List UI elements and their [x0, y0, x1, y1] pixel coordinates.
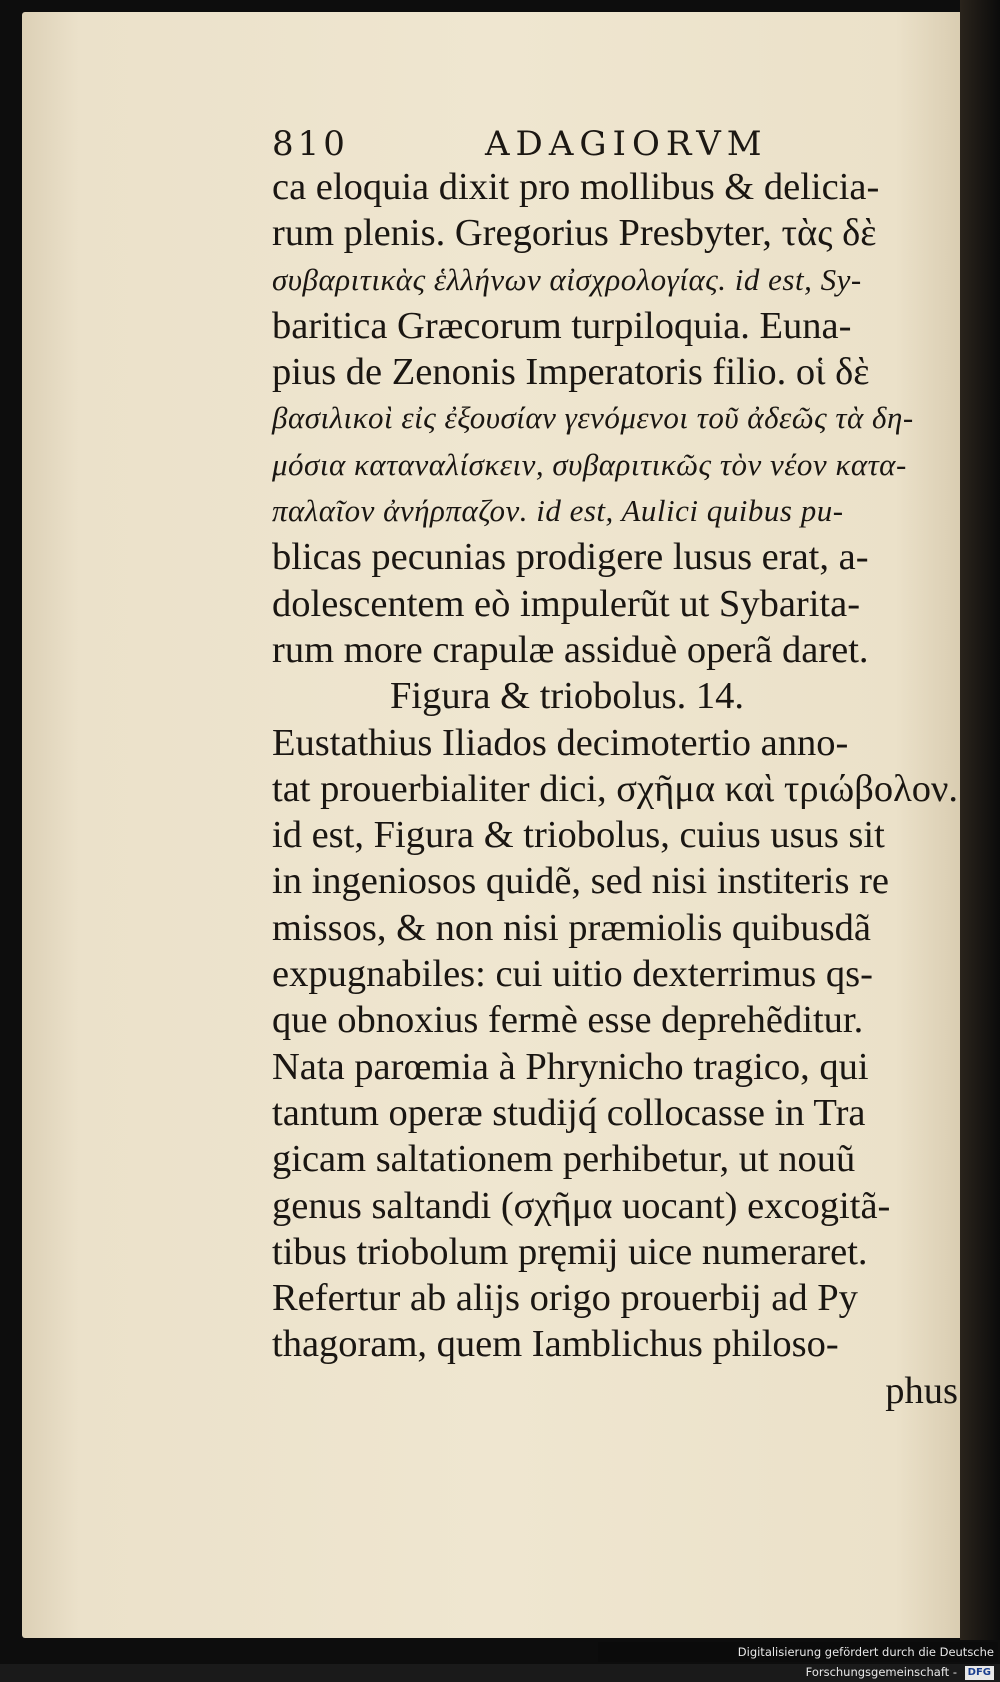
running-title: ADAGIORVM	[485, 124, 768, 164]
text-line: baritica Græcorum turpiloquia. Euna-	[272, 304, 852, 347]
text-line: in ingeniosos quidẽ, sed nisi institeris re	[272, 860, 890, 903]
text-line: thagoram, quem Iamblichus philoso-	[272, 1323, 839, 1366]
text-line: pius de Zenonis Imperatoris filio. οἱ δὲ	[272, 351, 870, 394]
text-line: expugnabiles: cui uitio dexterrimus qs-	[272, 953, 873, 996]
text-line: μόσια καταναλίσκειν, συβαριτικῶς τὸν νέον κατα-	[272, 446, 907, 482]
text-line: βασιλικοὶ εἰς ἐξουσίαν γενόμενοι τοῦ ἀδεῶς τὰ δη-	[272, 400, 914, 436]
text-line: Eustathius Iliados decimotertio anno-	[272, 721, 849, 764]
page-number: 810	[272, 124, 349, 164]
text-line: missos, & non nisi præmiolis quibusdã	[272, 906, 871, 949]
text-line: ca eloquia dixit pro mollibus & delicia-	[272, 166, 880, 208]
funding-credit: Digitalisierung gefördert durch die Deutsche Forschungsgemeinschaft -	[737, 1645, 994, 1679]
text-line: blicas pecunias prodigere lusus erat, a-	[272, 536, 869, 579]
text-line: id est, Figura & triobolus, cuius usus sit	[272, 814, 885, 857]
text-line: Nata parœmia à Phrynicho tragico, qui	[272, 1045, 869, 1088]
text-line: tibus triobolum pręmij uice numeraret.	[272, 1230, 868, 1273]
text-line: Refertur ab alijs origo prouerbij ad Py	[272, 1277, 858, 1320]
book-page	[22, 12, 972, 1638]
text-line: tantum operæ studijq́ collocasse in Tra	[272, 1091, 866, 1134]
text-line: genus saltandi (σχῆμα uocant) excogitã-	[272, 1184, 891, 1227]
text-line: rum more crapulæ assiduè operã daret.	[272, 628, 869, 671]
body-text	[272, 164, 962, 1414]
page-edge-shadow	[960, 0, 1000, 1640]
catchword: phus	[885, 1369, 958, 1412]
text-line: que obnoxius fermè esse deprehẽditur.	[272, 999, 864, 1042]
text-line: dolescentem eò impulerũt ut Sybarita-	[272, 582, 861, 625]
text-line: rum plenis. Gregorius Presbyter, τὰς δὲ	[272, 212, 877, 255]
adage-heading: Figura & triobolus. 14.	[390, 675, 744, 718]
digitization-footer	[598, 1642, 998, 1679]
text-line: παλαῖον ἀνήρπαζον. id est, Aulici quibus pu-	[272, 493, 844, 529]
text-line: συβαριτικὰς ἑλλήνων αἰσχρολογίας. id est, Sy-	[272, 261, 862, 297]
text-line: tat prouerbialiter dici, σχῆμα καὶ τριώβολον.	[272, 767, 959, 810]
dfg-logo: DFG	[965, 1666, 994, 1680]
text-line: gicam saltationem perhibetur, ut nouũ	[272, 1138, 856, 1181]
